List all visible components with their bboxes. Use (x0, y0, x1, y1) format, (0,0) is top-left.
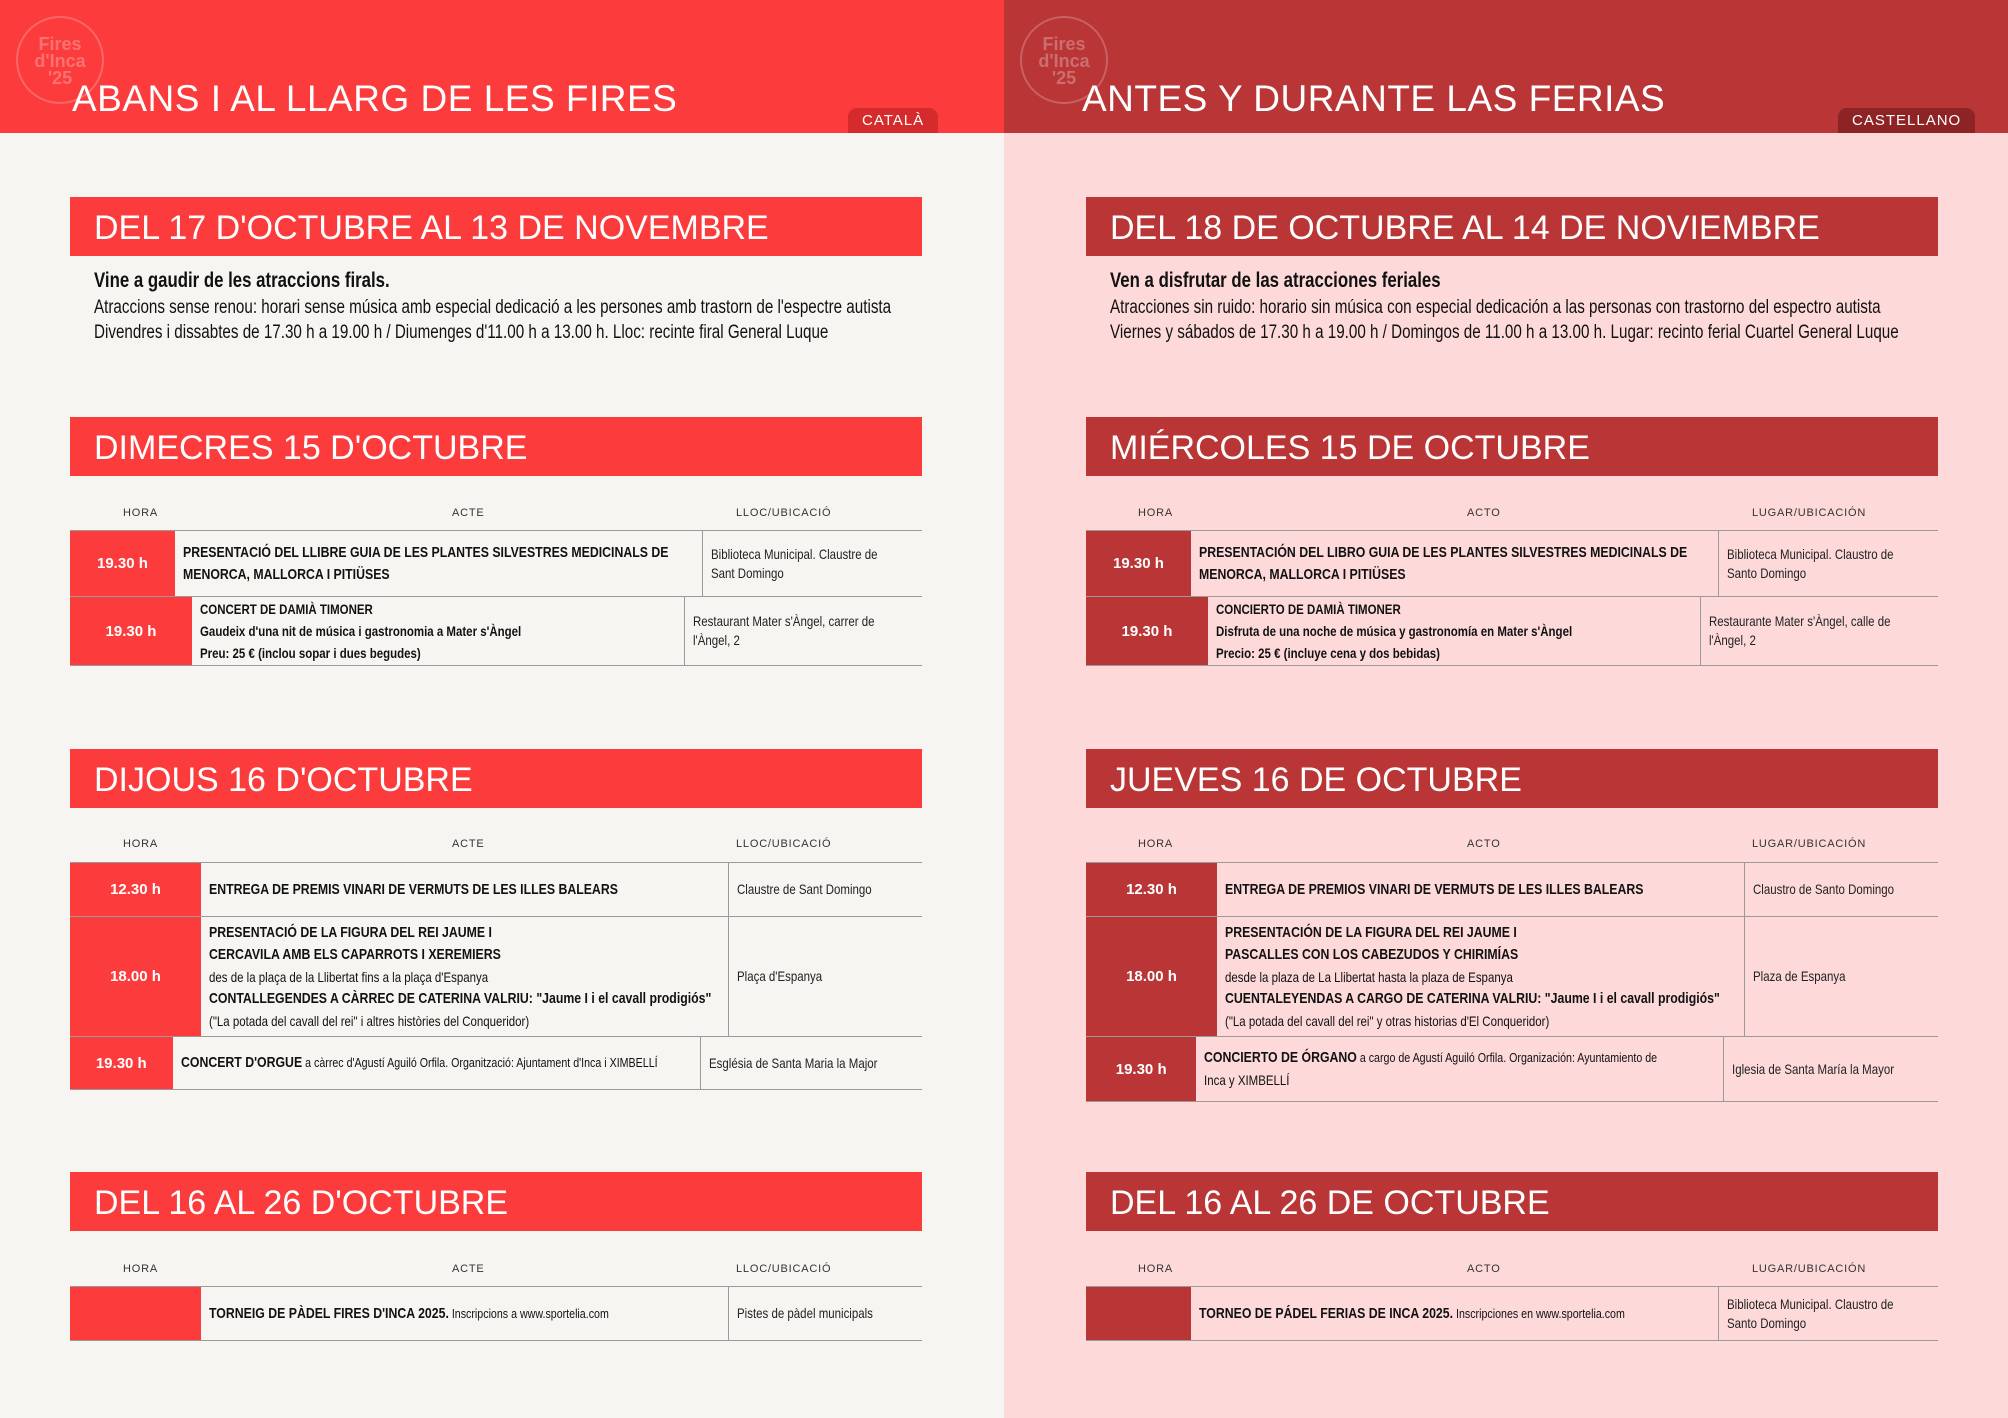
event-detail: Inscripcions a www.sportelia.com (448, 1305, 609, 1321)
location-cell (729, 1287, 922, 1340)
page-title: ABANS I AL LLARG DE LES FIRES (72, 78, 678, 119)
location-text: Restaurante Mater s'Àngel, calle de (1708, 613, 1891, 629)
castellano-page (1004, 0, 2008, 1418)
table-row (1086, 531, 1938, 597)
location-text: Església de Santa Maria la Major (708, 1054, 878, 1071)
table-row (1086, 597, 1938, 666)
location-text: Santo Domingo (1726, 564, 1807, 581)
location-cell (1701, 597, 1938, 665)
event-title: MENORCA, MALLORCA I PITIÜSES (182, 565, 390, 583)
event-title: ENTREGA DE PREMIS VINARI DE VERMUTS DE LES ILLES BALEARS (209, 880, 618, 898)
event-cell (173, 1037, 701, 1089)
intro-lead: Vine a gaudir de les atraccions firals. (94, 269, 390, 292)
section-header: DEL 16 AL 26 DE OCTUBRE (1086, 1172, 1938, 1231)
location-text: Biblioteca Municipal. Claustro de (1726, 545, 1894, 562)
location-cell (1724, 1037, 1938, 1101)
location-text: Plaza de Espanya (1753, 968, 1846, 984)
event-cell (192, 597, 685, 665)
event-title: CERCAVILA AMB ELS CAPARROTS I XEREMIERS (209, 945, 501, 963)
col-head-lloc: LLOC/UBICACIÓ (736, 838, 832, 850)
section-header: DIJOUS 16 D'OCTUBRE (70, 749, 922, 808)
col-head-acte: ACTO (1467, 507, 1501, 519)
event-cell (1208, 597, 1701, 665)
location-cell (1719, 531, 1938, 596)
event-title: PRESENTACIÓ DEL LLIBRE GUIA DE LES PLANTES SILVESTRES MEDICINALS DE (182, 543, 669, 561)
time-cell: 12.30 h (70, 863, 201, 916)
col-head-acte: ACTE (452, 507, 485, 519)
schedule-table (70, 1286, 922, 1341)
event-cell (201, 863, 729, 916)
location-text: l'Àngel, 2 (692, 632, 740, 648)
event-detail: a càrrec d'Agustí Aguiló Orfila. Organització: Ajuntament d'Inca i XIMBELLÍ (301, 1055, 658, 1070)
event-title: MENORCA, MALLORCA I PITIÜSES (1198, 565, 1406, 583)
language-badge: CATALÀ (848, 108, 938, 133)
location-cell (685, 597, 922, 665)
event-cell (1217, 863, 1745, 916)
intro-lead: Ven a disfrutar de las atracciones feriales (1110, 269, 1441, 292)
table-row (70, 1287, 922, 1341)
event-detail: Disfruta de una noche de música y gastronomía en Mater s'Àngel (1215, 623, 1573, 639)
location-text: Biblioteca Municipal. Claustre de (710, 545, 878, 562)
col-head-hora: HORA (1138, 1263, 1173, 1275)
location-text: Sant Domingo (710, 564, 784, 581)
intro-line: Atracciones sin ruido: horario sin música con especial dedicación a las personas con trastorno del espectro autista (1110, 297, 1881, 318)
section-header: DEL 16 AL 26 D'OCTUBRE (70, 1172, 922, 1231)
col-head-hora: HORA (123, 1263, 158, 1275)
event-detail: ("La potada del cavall del rei" y otras historias d'El Conqueridor) (1225, 1012, 1550, 1029)
event-cell (201, 1287, 729, 1340)
location-cell (1745, 863, 1938, 916)
time-cell (70, 1287, 201, 1340)
event-title: PRESENTACIÓ DE LA FIGURA DEL REI JAUME I (209, 923, 492, 941)
location-text: Restaurant Mater s'Àngel, carrer de (692, 613, 875, 629)
table-row (70, 531, 922, 597)
event-title: PRESENTACIÓN DEL LIBRO GUIA DE LES PLANTES SILVESTRES MEDICINALS DE (1198, 543, 1688, 561)
time-cell: 19.30 h (1086, 597, 1208, 665)
page-title: ANTES Y DURANTE LAS FERIAS (1082, 78, 1666, 119)
event-title: PRESENTACIÓN DE LA FIGURA DEL REI JAUME I (1225, 923, 1517, 941)
event-title: PASCALLES CON LOS CABEZUDOS Y CHIRIMÍAS (1225, 945, 1519, 963)
time-cell: 19.30 h (70, 597, 192, 665)
col-head-acte: ACTO (1467, 1263, 1501, 1275)
event-cell (201, 917, 729, 1036)
location-cell (1719, 1287, 1938, 1340)
event-title (180, 1052, 658, 1074)
col-head-lloc: LLOC/UBICACIÓ (736, 1263, 832, 1275)
fires-inca-logo: Fires d'Inca '25 (16, 16, 104, 104)
event-detail: Inscripciones en www.sportelia.com (1452, 1305, 1625, 1321)
event-title (209, 1303, 628, 1325)
event-detail: ("La potada del cavall del rei" i altres històries del Conqueridor) (209, 1012, 530, 1029)
location-text: Claustre de Sant Domingo (737, 881, 872, 897)
schedule-table (70, 530, 922, 666)
col-head-acte: ACTE (452, 838, 485, 850)
table-row (70, 1037, 922, 1090)
event-cell (175, 531, 703, 596)
schedule-table (1086, 862, 1938, 1102)
table-row (70, 597, 922, 666)
section-header: MIÉRCOLES 15 DE OCTUBRE (1086, 417, 1938, 476)
col-head-lloc: LUGAR/UBICACIÓN (1752, 507, 1867, 519)
event-detail: a cargo de Agustí Aguiló Orfila. Organización: Ayuntamiento de (1357, 1050, 1658, 1065)
time-cell: 19.30 h (70, 531, 175, 596)
section-header: JUEVES 16 DE OCTUBRE (1086, 749, 1938, 808)
fires-inca-logo: Fires d'Inca '25 (1020, 16, 1108, 104)
event-detail: Inca y XIMBELLÍ (1204, 1072, 1290, 1088)
location-cell (1745, 917, 1938, 1036)
intro-text (94, 267, 934, 345)
section-header: DEL 17 D'OCTUBRE AL 13 DE NOVEMBRE (70, 197, 922, 256)
col-head-lloc: LLOC/UBICACIÓ (736, 507, 832, 519)
event-title-bold: TORNEO DE PÁDEL FERIAS DE INCA 2025. (1198, 1304, 1453, 1322)
event-cell (1196, 1037, 1724, 1101)
col-head-lloc: LUGAR/UBICACIÓN (1752, 1263, 1867, 1275)
table-row (70, 917, 922, 1037)
event-title: CONCIERTO DE DAMIÀ TIMONER (1215, 601, 1401, 617)
col-head-hora: HORA (123, 838, 158, 850)
event-title: CUENTALEYENDAS A CARGO DE CATERINA VALRIU: "Jaume I i el cavall prodigiós" (1225, 989, 1720, 1007)
event-detail: desde la plaza de La Llibertat hasta la plaza de Espanya (1225, 968, 1513, 985)
event-title: CONCERT DE DAMIÀ TIMONER (199, 601, 373, 617)
section-header: DEL 18 DE OCTUBRE AL 14 DE NOVIEMBRE (1086, 197, 1938, 256)
top-banner (1004, 0, 2008, 133)
location-cell (701, 1037, 922, 1089)
schedule-table (1086, 1286, 1938, 1341)
location-text: Iglesia de Santa María la Mayor (1732, 1060, 1895, 1077)
event-price: Preu: 25 € (inclou sopar i dues begudes) (199, 645, 421, 661)
event-cell (1191, 1287, 1719, 1340)
top-banner (0, 0, 1004, 133)
time-cell: 19.30 h (1086, 1037, 1196, 1101)
location-cell (729, 863, 922, 916)
time-cell (1086, 1287, 1191, 1340)
schedule-table (1086, 530, 1938, 666)
time-cell: 19.30 h (70, 1037, 173, 1089)
intro-line: Atraccions sense renou: horari sense música amb especial dedicació a les persones amb trastorn de l'espectre autista (94, 297, 892, 318)
col-head-hora: HORA (123, 507, 158, 519)
intro-text (1110, 267, 1950, 345)
location-cell (729, 917, 922, 1036)
table-row (1086, 1287, 1938, 1341)
event-cell (1191, 531, 1719, 596)
time-cell: 12.30 h (1086, 863, 1217, 916)
table-row (1086, 863, 1938, 917)
event-title (1198, 1303, 1625, 1325)
intro-line: Divendres i dissabtes de 17.30 h a 19.00 h / Diumenges d'11.00 h a 13.00 h. Lloc: recinte firal General Luque (94, 322, 829, 343)
event-detail: Gaudeix d'una nit de música i gastronomia a Mater s'Àngel (199, 623, 522, 639)
col-head-acte: ACTO (1467, 838, 1501, 850)
event-price: Precio: 25 € (incluye cena y dos bebidas) (1215, 645, 1440, 661)
time-cell: 18.00 h (1086, 917, 1217, 1036)
time-cell: 18.00 h (70, 917, 201, 1036)
event-title: CONTALLEGENDES A CÀRREC DE CATERINA VALRIU: "Jaume I i el cavall prodigiós" (209, 989, 712, 1007)
language-badge: CASTELLANO (1838, 108, 1975, 133)
event-cell (1217, 917, 1745, 1036)
event-detail: des de la plaça de la Llibertat fins a la plaça d'Espanya (209, 968, 489, 985)
location-text: Biblioteca Municipal. Claustro de (1726, 1295, 1894, 1312)
section-header: DIMECRES 15 D'OCTUBRE (70, 417, 922, 476)
col-head-hora: HORA (1138, 507, 1173, 519)
location-text: Claustro de Santo Domingo (1753, 881, 1895, 897)
event-title: ENTREGA DE PREMIOS VINARI DE VERMUTS DE LES ILLES BALEARS (1225, 880, 1644, 898)
col-head-acte: ACTE (452, 1263, 485, 1275)
table-row (70, 863, 922, 917)
col-head-lloc: LUGAR/UBICACIÓN (1752, 838, 1867, 850)
time-cell: 19.30 h (1086, 531, 1191, 596)
location-text: Santo Domingo (1726, 1314, 1807, 1331)
schedule-table (70, 862, 922, 1090)
event-title-bold: TORNEIG DE PÀDEL FIRES D'INCA 2025. (209, 1304, 449, 1322)
location-cell (703, 531, 922, 596)
table-row (1086, 917, 1938, 1037)
event-title-bold: CONCIERTO DE ÓRGANO (1204, 1049, 1358, 1066)
col-head-hora: HORA (1138, 838, 1173, 850)
location-text: Pistes de pàdel municipals (737, 1305, 873, 1321)
event-title (1204, 1047, 1658, 1069)
location-text: Plaça d'Espanya (737, 968, 823, 984)
location-text: l'Àngel, 2 (1708, 632, 1756, 648)
intro-line: Viernes y sábados de 17.30 h a 19.00 h / Domingos de 11.00 h a 13.00 h. Lugar: recinto ferial Cuartel General Luque (1110, 322, 1899, 343)
event-title-bold: CONCERT D'ORGUE (180, 1054, 302, 1071)
table-row (1086, 1037, 1938, 1102)
